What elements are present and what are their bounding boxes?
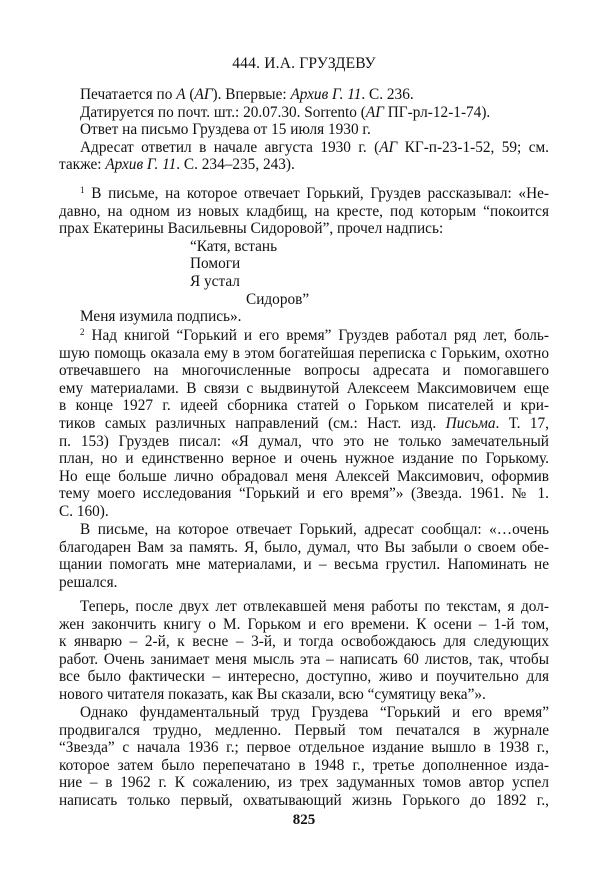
footnote-line: отвечавшего на многочисленные вопросы адресата и помогавшего xyxy=(59,362,549,380)
footnote-line: п. 153) Груздев писал: «Я думал, что это не только замечательный xyxy=(59,432,549,450)
italic-citation: Письма xyxy=(445,414,496,432)
paragraph-addressee-letter xyxy=(59,521,549,591)
italic-citation: Архив Г. 11 xyxy=(105,156,177,174)
paragraph-line: написать только первый, охватывающий жизнь Горького до 1892 г., xyxy=(59,791,549,809)
page-number: 825 xyxy=(292,812,316,828)
paragraph-line: продвигался трудно, медленно. Первый том печатался в журнале xyxy=(59,721,549,739)
footnote-line: тиков самых различных направлений (см.: Наст. изд. Письма. Т. 17, xyxy=(59,414,549,432)
paragraph-line: ние – в 1962 г. К сожалению, из трех задуманных томов автор успел xyxy=(59,774,549,792)
paragraph-line: жен закончить книгу о М. Горьком и его времени. К осени – 1-й том, xyxy=(59,615,549,633)
paragraph-line: к январю – 2-й, к весне – 3-й, и тогда освобождаюсь для следующих xyxy=(59,633,549,651)
letter-heading xyxy=(59,55,549,73)
footnote-line: в конце 1927 г. идеей сборника статей о Горьком писателей и кри- xyxy=(59,397,549,415)
source-note-line: Печатается по А (АГ). Впервые: Архив Г. 11. С. 236. xyxy=(80,86,414,103)
footnote-line: давно, на одном из новых кладбищ, на кресте, под которым “покоится xyxy=(59,202,549,220)
paragraph-line: работ. Очень занимает меня мысль эта – написать 60 листов, так, чтобы xyxy=(59,650,549,668)
footnote-1 xyxy=(59,185,549,326)
paragraph-line: В письме, на которое отвечает Горький, адресат сообщал: «…очень xyxy=(80,521,549,538)
footnote-marker: 1 xyxy=(80,185,85,195)
paragraph-line: щании помогать мне материалами, и – весьма грустил. Напоминать не xyxy=(59,556,549,574)
paragraph-line: Теперь, после двух лет отвлекавшей меня работы по текстам, я дол- xyxy=(80,598,549,615)
italic-citation: АГ xyxy=(379,138,398,156)
poem-signature: Сидоров” xyxy=(246,290,310,308)
footnote-line: $^1$ В письме, на которое отвечает Горький, Груздев рассказывал: «Не- xyxy=(80,185,550,202)
italic-citation: Архив Г. 11 xyxy=(290,86,362,103)
italic-citation: АГ xyxy=(194,86,213,103)
paragraph-line: решался. xyxy=(59,573,118,591)
letter-addressee: И.А. ГРУЗДЕВУ xyxy=(264,55,376,72)
footnote-2 xyxy=(59,327,549,521)
paragraph-line: нового читателя показать, как Вы сказали, всю “сумятицу века”». xyxy=(59,685,486,703)
footnote-line: шую помощь оказала ему в этом богатейшая переписка с Горьким, охотно xyxy=(59,344,549,362)
paragraph-line: “Звезда” с начала 1936 г.; первое отдельное издание вышло в 1938 г., xyxy=(59,739,549,757)
source-note-line: также: Архив Г. 11. С. 234–235, 243). xyxy=(59,156,295,174)
italic-citation: А xyxy=(176,86,186,103)
poem-line: “Катя, встань xyxy=(190,237,278,255)
paragraph-fundamental-work xyxy=(59,704,549,810)
source-note-line: Адресат ответил в начале августа 1930 г. (АГ КГ-п-23-1-52, 59; см. xyxy=(80,138,549,156)
paragraph-line: которое затем было перепечатано в 1948 г., третье дополненное изда- xyxy=(59,756,549,774)
footnote-line: план, но и единственно верное и очень нужное издание по Горькому. xyxy=(59,450,549,468)
footnote-line: Но еще больше лично обрадовал меня Алексей Максимович, оформив xyxy=(59,467,549,485)
paragraph-line: все было фактически – интересно, доступно, живо и поучительно для xyxy=(59,668,549,686)
letter-number: 444. xyxy=(232,55,261,72)
poem-line: Помоги xyxy=(190,255,241,273)
source-note-line: Датируется по почт. шт.: 20.07.30. Sorrento (АГ ПГ-рл-12-1-74). xyxy=(80,103,491,121)
source-note-line: Ответ на письмо Груздева от 15 июля 1930 г. xyxy=(80,121,371,139)
footnote-line: тему моего исследования “Горький и его время”» (Звезда. 1961. № 1. xyxy=(59,485,549,503)
paragraph-line: Однако фундаментальный труд Груздева “Горький и его время” xyxy=(80,704,549,721)
footnote-line: Меня изумила подпись». xyxy=(80,308,242,326)
footnote-line: $^2$ Над книгой “Горький и его время” Груздев работал ряд лет, боль- xyxy=(80,327,549,344)
footnote-line: ему материалами. В связи с выдвинутой Алексеем Максимовичем еще xyxy=(59,379,549,397)
italic-citation: АГ xyxy=(365,103,384,121)
source-notes xyxy=(59,86,549,174)
footnote-line: С. 160). xyxy=(59,502,109,520)
poem-line: Я устал xyxy=(190,272,240,290)
footnote-line: прах Екатерины Васильевны Сидоровой”, прочел надпись: xyxy=(59,220,444,238)
footnote-marker: 2 xyxy=(80,327,85,337)
paragraph-line: благодарен Вам за память. Я, было, думал, что Вы забыли о своем обе- xyxy=(59,538,549,556)
paragraph-quote-continued xyxy=(59,598,549,704)
